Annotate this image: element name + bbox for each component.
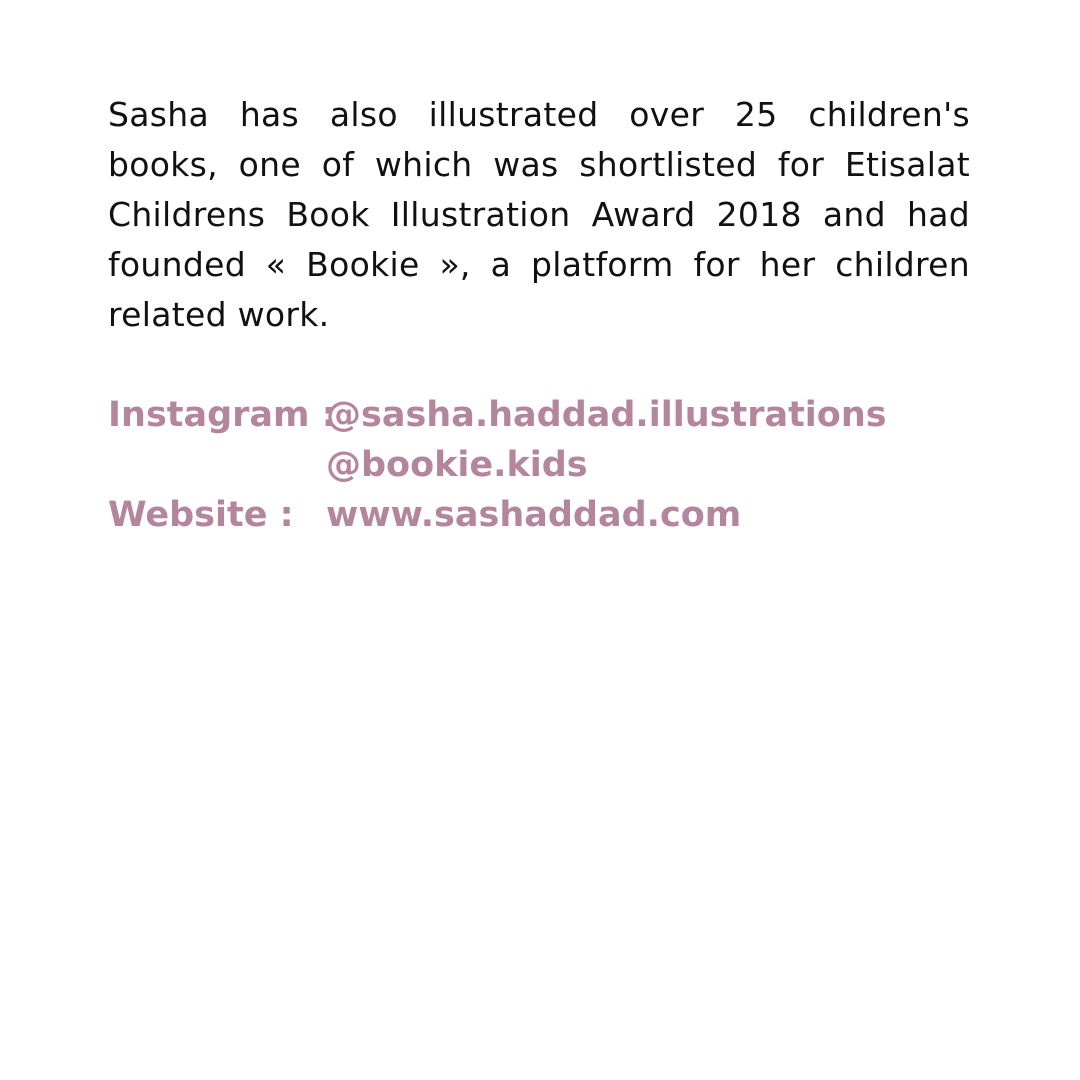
instagram-handle-primary[interactable]: @sasha.haddad.illustrations [326,395,887,435]
contact-info [108,390,970,540]
bio-paragraph: Sasha has also illustrated over 25 children's books, one of which was shortlisted for Etisalat Childrens Book Illustration Award 2018 and had founded « Bookie », a platform for her children related work. [108,95,970,334]
instagram-label: Instagram : [108,395,336,435]
website-link[interactable]: www.sashaddad.com [326,495,742,535]
instagram-row [108,390,970,440]
website-row [108,490,970,540]
instagram-row-secondary [108,440,970,490]
website-label: Website : [108,495,294,535]
content-block [108,90,970,540]
instagram-handle-secondary[interactable]: @bookie.kids [326,445,588,485]
